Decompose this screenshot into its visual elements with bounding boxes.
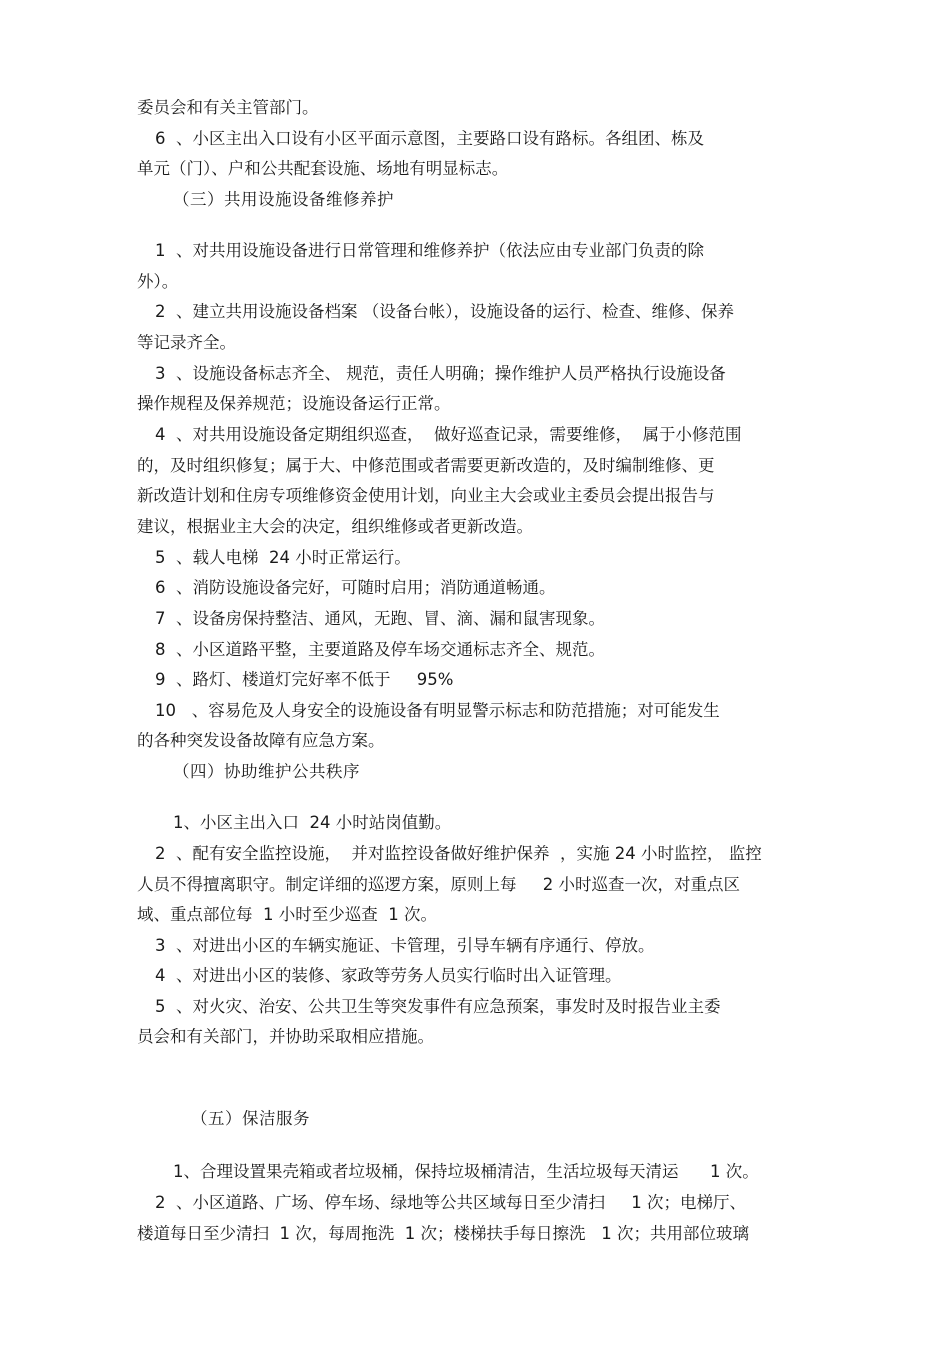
text-line: 操作规程及保养规范；设施设备运行正常。 bbox=[137, 394, 451, 413]
text-line: 建议，根据业主大会的决定，组织维修或者更新改造。 bbox=[137, 517, 533, 536]
section-heading-4: （四）协助维护公共秩序 bbox=[173, 762, 360, 781]
section-heading-5: （五）保洁服务 bbox=[191, 1109, 310, 1128]
text-line: 单元（门）、户和公共配套设施、场地有明显标志。 bbox=[137, 159, 509, 178]
text-line: 9 、路灯、楼道灯完好率不低于 95% bbox=[155, 670, 454, 689]
text-line: 等记录齐全。 bbox=[137, 333, 236, 352]
text-line: 1 、对共用设施设备进行日常管理和维修养护（依法应由专业部门负责的除 bbox=[155, 241, 704, 260]
text-line: 6 、消防设施设备完好，可随时启用；消防通道畅通。 bbox=[155, 578, 556, 597]
text-line: 6 、小区主出入口设有小区平面示意图，主要路口设有路标。各组团、栋及 bbox=[155, 129, 704, 148]
text-line: 4 、对共用设施设备定期组织巡查， 做好巡查记录，需要维修， 属于小修范围 bbox=[155, 425, 742, 444]
text-line: 楼道每日至少清扫 1 次，每周拖洗 1 次；楼梯扶手每日擦洗 1 次；共用部位玻璃 bbox=[137, 1224, 749, 1243]
text-line: 员会和有关部门，并协助采取相应措施。 bbox=[137, 1027, 434, 1046]
text-line: 2 、配有安全监控设施， 并对监控设备做好维护保养 ，实施 24 小时监控， 监控 bbox=[155, 844, 762, 863]
text-line: 新改造计划和住房专项维修资金使用计划，向业主大会或业主委员会提出报告与 bbox=[137, 486, 715, 505]
text-line: 5 、对火灾、治安、公共卫生等突发事件有应急预案，事发时及时报告业主委 bbox=[155, 997, 721, 1016]
section-heading-3: （三）共用设施设备维修养护 bbox=[173, 190, 394, 209]
text-line: 域、重点部位每 1 小时至少巡查 1 次。 bbox=[137, 905, 437, 924]
text-line: 的，及时组织修复；属于大、中修范围或者需要更新改造的，及时编制维修、更 bbox=[137, 456, 715, 475]
text-line: 5 、载人电梯 24 小时正常运行。 bbox=[155, 548, 411, 567]
text-line: 1、小区主出入口 24 小时站岗值勤。 bbox=[173, 813, 452, 832]
text-line: 10 、容易危及人身安全的设施设备有明显警示标志和防范措施；对可能发生 bbox=[155, 701, 720, 720]
text-line: 1、合理设置果壳箱或者垃圾桶，保持垃圾桶清洁，生活垃圾每天清运 1 次。 bbox=[173, 1162, 759, 1181]
text-line: 的各种突发设备故障有应急方案。 bbox=[137, 731, 385, 750]
text-line: 3 、设施设备标志齐全、 规范，责任人明确；操作维护人员严格执行设施设备 bbox=[155, 364, 726, 383]
text-line: 8 、小区道路平整，主要道路及停车场交通标志齐全、规范。 bbox=[155, 640, 605, 659]
text-line: 外）。 bbox=[137, 272, 179, 291]
text-line: 2 、小区道路、广场、停车场、绿地等公共区域每日至少清扫 1 次；电梯厅、 bbox=[155, 1193, 746, 1212]
text-line: 2 、建立共用设施设备档案 （设备台帐），设施设备的运行、检查、维修、保养 bbox=[155, 302, 734, 321]
text-line: 3 、对进出小区的车辆实施证、卡管理，引导车辆有序通行、停放。 bbox=[155, 936, 655, 955]
text-line: 委员会和有关主管部门。 bbox=[137, 98, 319, 117]
text-line: 7 、设备房保持整洁、通风，无跑、冒、滴、漏和鼠害现象。 bbox=[155, 609, 605, 628]
text-line: 4 、对进出小区的装修、家政等劳务人员实行临时出入证管理。 bbox=[155, 966, 622, 985]
text-line: 人员不得擅离职守。制定详细的巡逻方案，原则上每 2 小时巡查一次，对重点区 bbox=[137, 875, 740, 894]
